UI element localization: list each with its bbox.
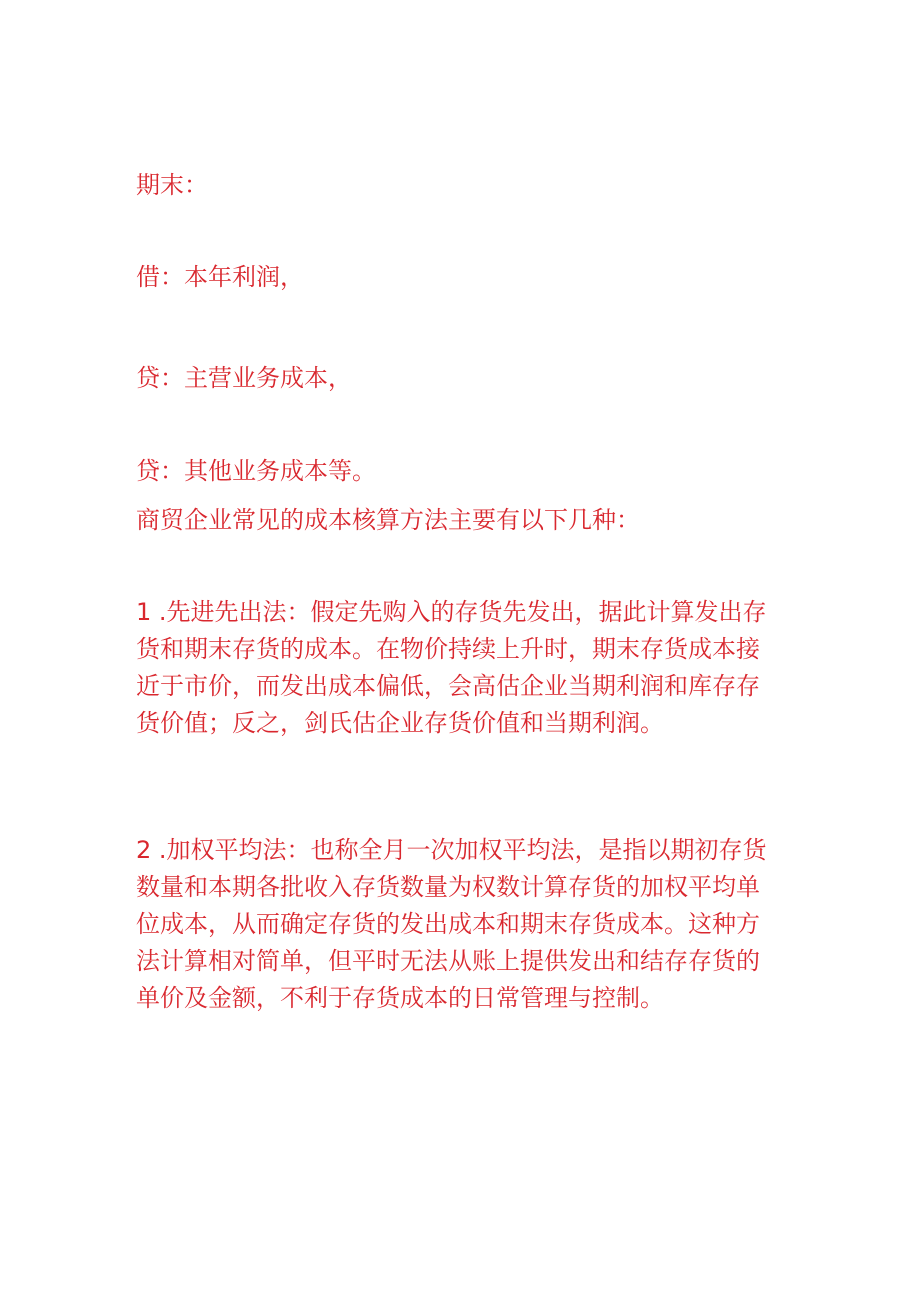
method-weighted-average-paragraph <box>136 832 796 1017</box>
paragraph-line: 2 .加权平均法：也称全月一次加权平均法，是指以期初存货 <box>136 836 767 864</box>
methods-intro: 商贸企业常见的成本核算方法主要有以下几种： <box>136 506 640 534</box>
paragraph-line: 货价值；反之，剑氏估企业存货价值和当期利润。 <box>136 709 664 737</box>
paragraph-line: 位成本，从而确定存货的发出成本和期末存货成本。这种方 <box>136 910 760 938</box>
paragraph-line: 1 .先进先出法：假定先购入的存货先发出，据此计算发出存 <box>136 598 767 626</box>
paragraph-line: 单价及金额，不利于存货成本的日常管理与控制。 <box>136 984 664 1012</box>
paragraph-line: 近于市价，而发出成本偏低，会高估企业当期利润和库存存 <box>136 672 760 700</box>
debit-entry: 借：本年利润， <box>136 263 304 291</box>
method-fifo-paragraph <box>136 594 796 742</box>
paragraph-line: 法计算相对简单，但平时无法从账上提供发出和结存存货的 <box>136 947 760 975</box>
paragraph-line: 货和期末存货的成本。在物价持续上升时，期末存货成本接 <box>136 635 760 663</box>
credit-entry-other: 贷：其他业务成本等。 <box>136 457 376 485</box>
credit-entry-main: 贷：主营业务成本， <box>136 364 352 392</box>
paragraph-line: 数量和本期各批收入存货数量为权数计算存货的加权平均单 <box>136 873 760 901</box>
period-end-label: 期末： <box>136 171 208 199</box>
